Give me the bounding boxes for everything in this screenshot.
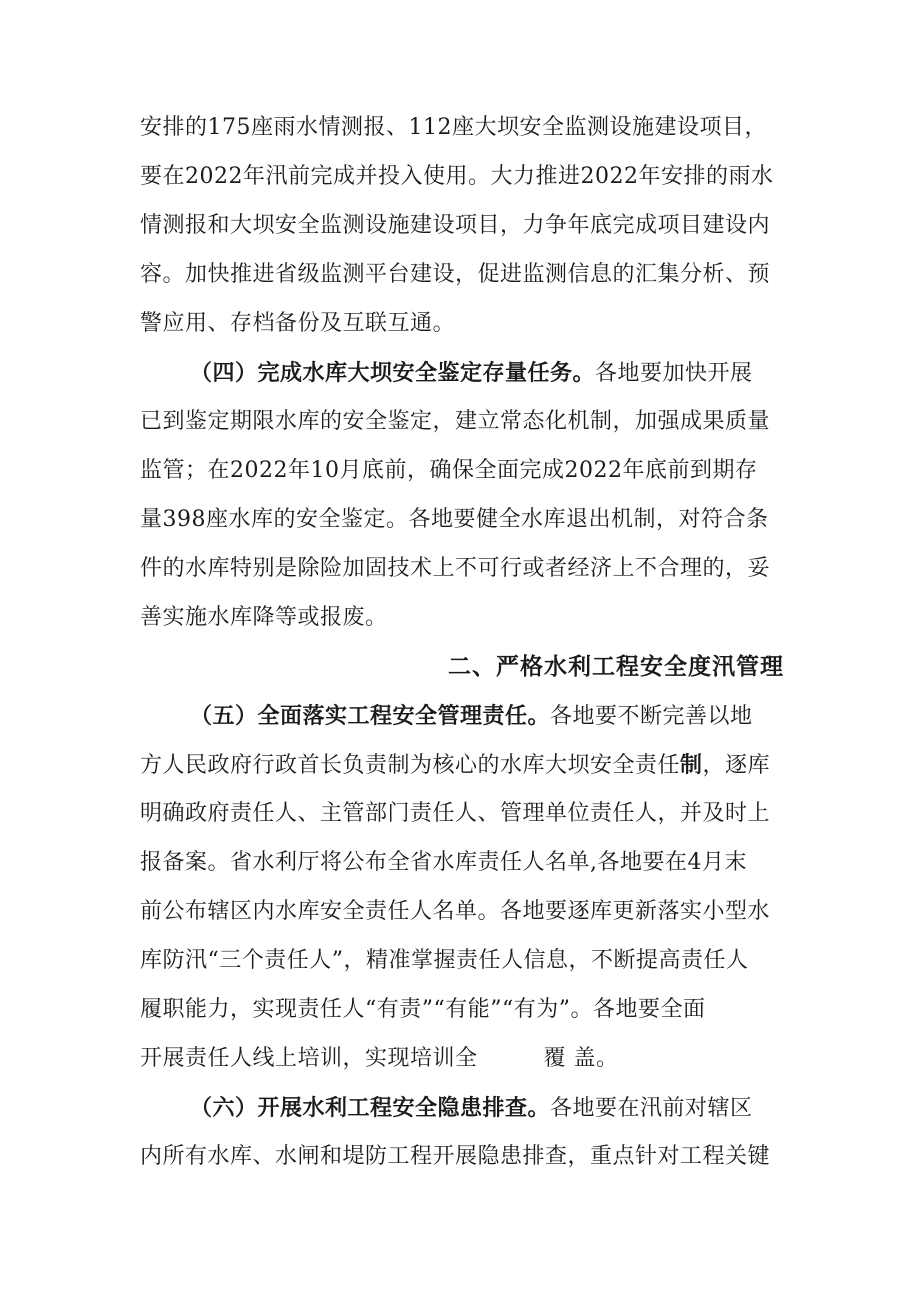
paragraph-first-line [190, 701, 790, 732]
paragraph-text: 开展责任人线上培训，实现培训全 [140, 1046, 478, 1071]
paragraph-line: 要在2022年汛前完成并投入使用。大力推进2022年安排的雨水 [140, 164, 774, 189]
paragraph-line: 库防汛“三个责任人”，精准掌握责任人信息，不断提高责任人 [140, 948, 749, 973]
paragraph-line: 件的水库特别是除险加固技术上不可行或者经济上不合理的，妥 [140, 556, 771, 581]
paragraph-text: 各地要加快开展 [595, 361, 753, 386]
paragraph-line: 监管；在2022年10月底前，确保全面完成2022年底前到期存 [140, 458, 758, 483]
paragraph-line: 量398座水库的安全鉴定。各地要健全水库退出机制，对符合条 [140, 507, 769, 532]
paragraph-title: （四）完成水库大坝安全鉴定存量任务。 [190, 360, 596, 386]
paragraph-title: （五）全面落实工程安全管理责任。 [190, 703, 551, 729]
paragraph-title: （六）开展水利工程安全隐患排查。 [190, 1095, 551, 1121]
section-heading: 二、严格水利工程安全度汛管理 [448, 653, 784, 680]
paragraph-line: 情测报和大坝安全监测设施建设项目，力争年底完成项目建设内 [140, 213, 771, 238]
paragraph-line [140, 1044, 790, 1074]
paragraph-text: 各地要不断完善以地 [550, 704, 753, 729]
paragraph-line: 安排的175座雨水情测报、112座大坝安全监测设施建设项目， [140, 115, 767, 140]
paragraph-line: 警应用、存档备份及互联互通。 [140, 311, 456, 336]
paragraph-line: 明确政府责任人、主管部门责任人、管理单位责任人，并及时上 [140, 801, 771, 826]
paragraph-first-line [190, 358, 790, 389]
paragraph-line [140, 750, 790, 781]
paragraph-line: 善实施水库降等或报废。 [140, 605, 388, 630]
paragraph-line: 内所有水库、水闸和堤防工程开展隐患排查，重点针对工程关键 [140, 1144, 771, 1169]
paragraph-text: 方人民政府行政首长负责制为核心的水库大坝安全责任 [140, 753, 681, 778]
paragraph-line: 报备案。省水利厅将公布全省水库责任人名单,各地要在4月末 [140, 850, 747, 875]
paragraph-line: 已到鉴定期限水库的安全鉴定，建立常态化机制，加强成果质量 [140, 409, 771, 434]
paragraph-text: 各地要在汛前对辖区 [550, 1096, 753, 1121]
paragraph-text-bold: 制 [680, 752, 703, 778]
paragraph-line: 履职能力，实现责任人“有责”“有能”“有为”。各地要全面 [140, 997, 706, 1022]
paragraph-line: 前公布辖区内水库安全责任人名单。各地要逐库更新落实小型水 [140, 899, 771, 924]
paragraph-text: 覆 盖。 [543, 1046, 619, 1071]
paragraph-text: ，逐库 [702, 753, 771, 778]
paragraph-first-line [190, 1093, 790, 1124]
paragraph-line: 容。加快推进省级监测平台建设，促进监测信息的汇集分析、预 [140, 262, 771, 287]
